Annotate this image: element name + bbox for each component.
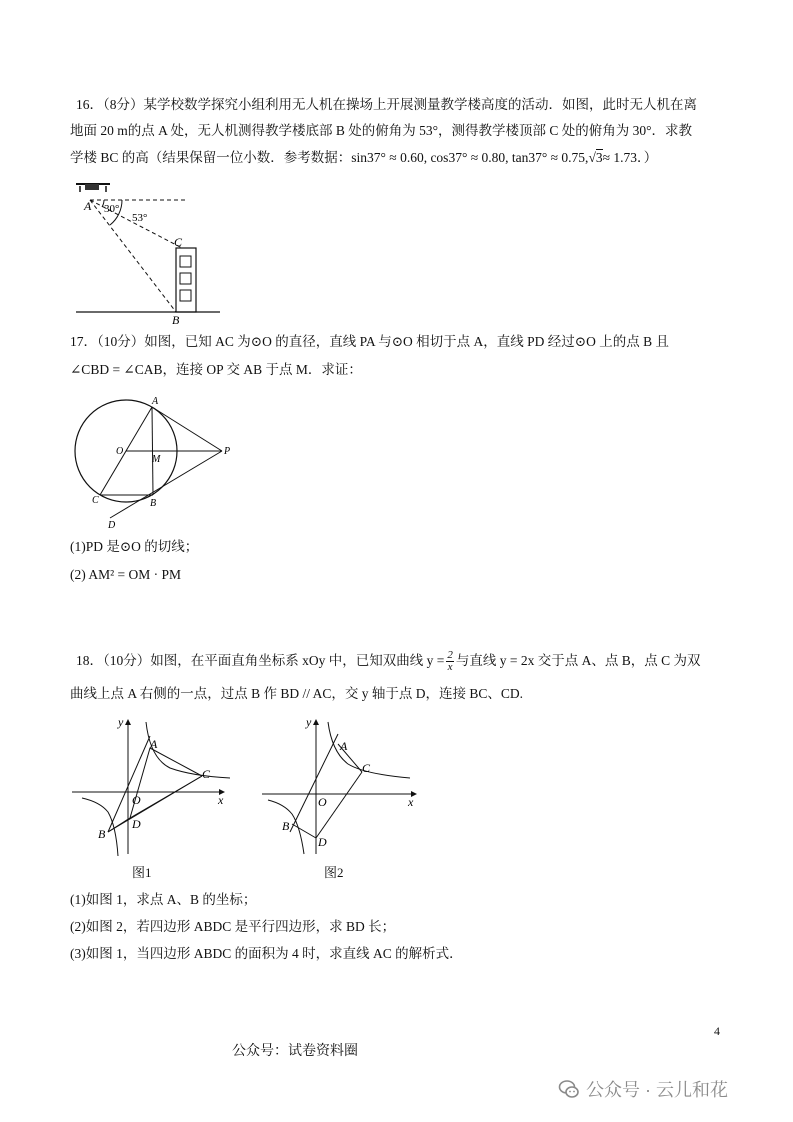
q18-line-1 — [76, 648, 701, 674]
point-c-label: C — [174, 235, 183, 249]
q17-line-2: ∠CBD = ∠CAB，连接 OP 交 AB 于点 M．求证： — [70, 362, 362, 377]
fig2-label-b: B — [282, 819, 290, 833]
fig1-label-a: A — [150, 737, 158, 751]
drone-icon — [76, 184, 110, 192]
q17-label-a: A — [152, 396, 159, 407]
q16-line-1: 16．（8分）某学校数学探究小组利用无人机在操场上开展测量教学楼高度的活动．如图，此时无人机在离 — [76, 97, 697, 112]
fig1-label-b: B — [98, 827, 106, 841]
sqrt-symbol: √ — [588, 150, 596, 165]
figure-1-caption: 图1 — [132, 865, 152, 880]
angle-30-label: 30° — [104, 203, 120, 215]
q18-line-1-end: 与直线 y = 2x 交于点 A、点 B，点 C 为双 — [455, 653, 701, 668]
q18-figure-1 — [70, 714, 240, 864]
q17-label-o: O — [116, 446, 124, 457]
fraction-numerator: 2 — [447, 649, 453, 662]
q17-line-1: 17．（10分）如图，已知 AC 为⊙O 的直径，直线 PA 与⊙O 相切于点 A，直线 PD 经过⊙O 上的点 B 且 — [70, 334, 669, 349]
watermark-text: 公众号 · 云儿和花 — [586, 1080, 728, 1100]
q18-line-1-start: 18．（10分）如图，在平面直角坐标系 xOy 中，已知双曲线 y = — [76, 653, 445, 668]
point-b-label: B — [172, 313, 180, 326]
q18-part-3: (3)如图 1，当四边形 ABDC 的面积为 4 时，求直线 AC 的解析式． — [70, 946, 463, 961]
fig2-label-d: D — [318, 835, 327, 849]
q17-label-p: P — [224, 446, 231, 457]
q16-line-3 — [70, 148, 657, 168]
q18-line-2: 曲线上点 A 右侧的一点，过点 B 作 BD // AC，交 y 轴于点 D，连接 BC、CD. — [70, 686, 524, 701]
fraction-2-over-x — [446, 650, 454, 673]
figure-2-caption: 图2 — [324, 865, 344, 880]
q16-figure — [70, 176, 230, 326]
q18-part-2: (2)如图 2，若四边形 ABDC 是平行四边形，求 BD 长； — [70, 919, 396, 934]
q18-figure-2 — [260, 714, 430, 864]
fig2-label-c: C — [362, 761, 371, 775]
footer-text: 公众号：试卷资料圈 — [232, 1042, 358, 1058]
fig1-x-axis-label: x — [218, 793, 224, 807]
point-a-label: A — [84, 199, 92, 213]
q17-label-c: C — [92, 495, 99, 506]
q17-part-1: (1)PD 是⊙O 的切线； — [70, 539, 199, 554]
fig2-x-axis-label: x — [408, 795, 414, 809]
q17-figure — [70, 390, 240, 530]
q16-line-2: 地面 20 m的点 A 处，无人机测得教学楼底部 B 处的俯角为 53°，测得教学楼顶部 C 处的俯角为 30°．求教 — [70, 123, 693, 138]
q18-part-1: (1)如图 1，求点 A、B 的坐标； — [70, 892, 257, 907]
sqrt-radicand: 3 — [595, 150, 603, 165]
wechat-icon — [558, 1078, 580, 1100]
q17-label-d: D — [108, 520, 116, 530]
fig1-origin-label: O — [132, 793, 141, 807]
fig1-label-d: D — [132, 817, 141, 831]
q17-part-2: (2) AM² = OM · PM — [70, 567, 182, 582]
angle-53-label: 53° — [132, 212, 148, 224]
q17-label-m: M — [152, 454, 161, 465]
q16-line-3-text: 学楼 BC 的高（结果保留一位小数．参考数据：sin37° ≈ 0.60, cos37° ≈ 0.80, tan37° ≈ 0.75, — [70, 150, 589, 165]
fraction-denominator: x — [447, 661, 453, 674]
fig1-label-c: C — [202, 767, 211, 781]
fig2-label-a: A — [340, 739, 348, 753]
watermark — [558, 1076, 728, 1102]
fig2-origin-label: O — [318, 795, 327, 809]
q16-line-3-end: ≈ 1.73．） — [602, 150, 658, 165]
fig1-y-axis-label: y — [118, 715, 124, 729]
q17-label-b: B — [150, 498, 157, 509]
page-number: 4 — [714, 1024, 720, 1038]
fig2-y-axis-label: y — [306, 715, 312, 729]
